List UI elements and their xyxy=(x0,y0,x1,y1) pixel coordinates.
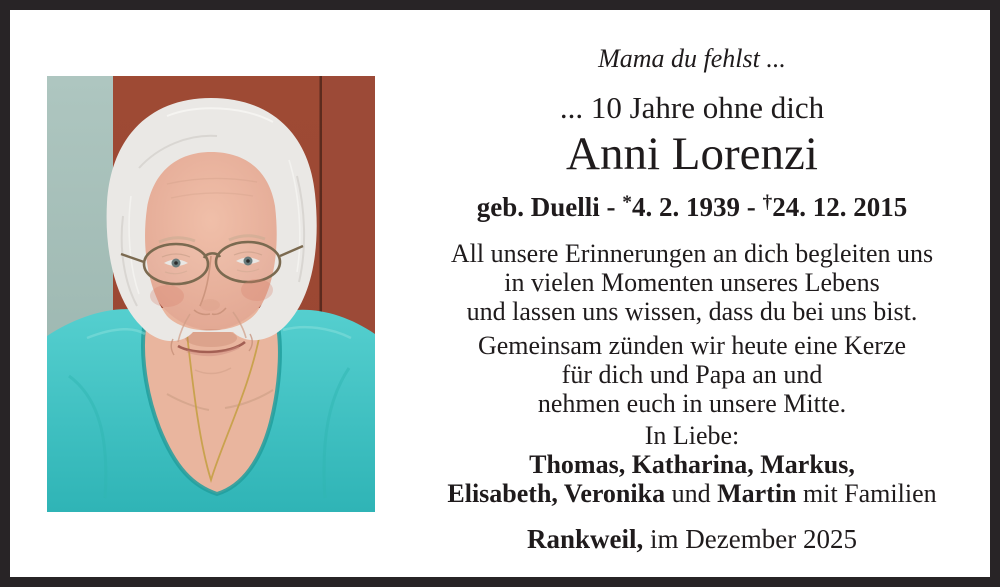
dash: - xyxy=(606,192,616,223)
family-block xyxy=(394,421,990,508)
family-names-bold: Martin xyxy=(717,479,797,508)
verse-line: in vielen Momenten unseres Lebens xyxy=(504,268,880,297)
family-names-normal: mit Familien xyxy=(803,479,937,508)
verse-line: All unsere Erinnerungen an dich begleiten uns xyxy=(450,239,934,268)
place-name: Rankweil, xyxy=(527,524,644,554)
birth-date: 4. 2. 1939 xyxy=(632,192,740,223)
date-text: im Dezember 2025 xyxy=(650,524,857,554)
family-names-line-1: Thomas, Katharina, Markus, xyxy=(529,450,855,479)
dates-line xyxy=(394,192,990,223)
verse-line: und lassen uns wissen, dass du bei uns bist. xyxy=(466,297,918,326)
birth-star-symbol: * xyxy=(622,192,632,213)
anniversary-line: ... 10 Jahre ohne dich xyxy=(559,90,825,125)
verse-line: nehmen euch in unsere Mitte. xyxy=(537,389,847,418)
family-names-normal: und xyxy=(671,479,711,508)
family-names-bold: Elisabeth, Veronika xyxy=(447,479,666,508)
closing-line: In Liebe: xyxy=(644,421,740,450)
maiden-name: geb. Duelli xyxy=(476,192,600,223)
memorial-verse-1 xyxy=(394,239,990,326)
memorial-verse-2 xyxy=(394,331,990,418)
portrait-photo xyxy=(47,76,375,512)
family-names-line-2 xyxy=(394,479,990,508)
verse-line: für dich und Papa an und xyxy=(561,360,823,389)
memorial-card xyxy=(10,10,990,577)
memorial-text xyxy=(394,10,990,577)
death-date: 24. 12. 2015 xyxy=(772,192,908,223)
place-date-line xyxy=(394,524,990,555)
opening-line: Mama du fehlst ... xyxy=(598,44,786,73)
death-cross-symbol: † xyxy=(762,192,773,213)
dash: - xyxy=(746,192,756,223)
deceased-name: Anni Lorenzi xyxy=(566,128,818,180)
portrait-illustration xyxy=(47,76,375,512)
verse-line: Gemeinsam zünden wir heute eine Kerze xyxy=(477,331,907,360)
